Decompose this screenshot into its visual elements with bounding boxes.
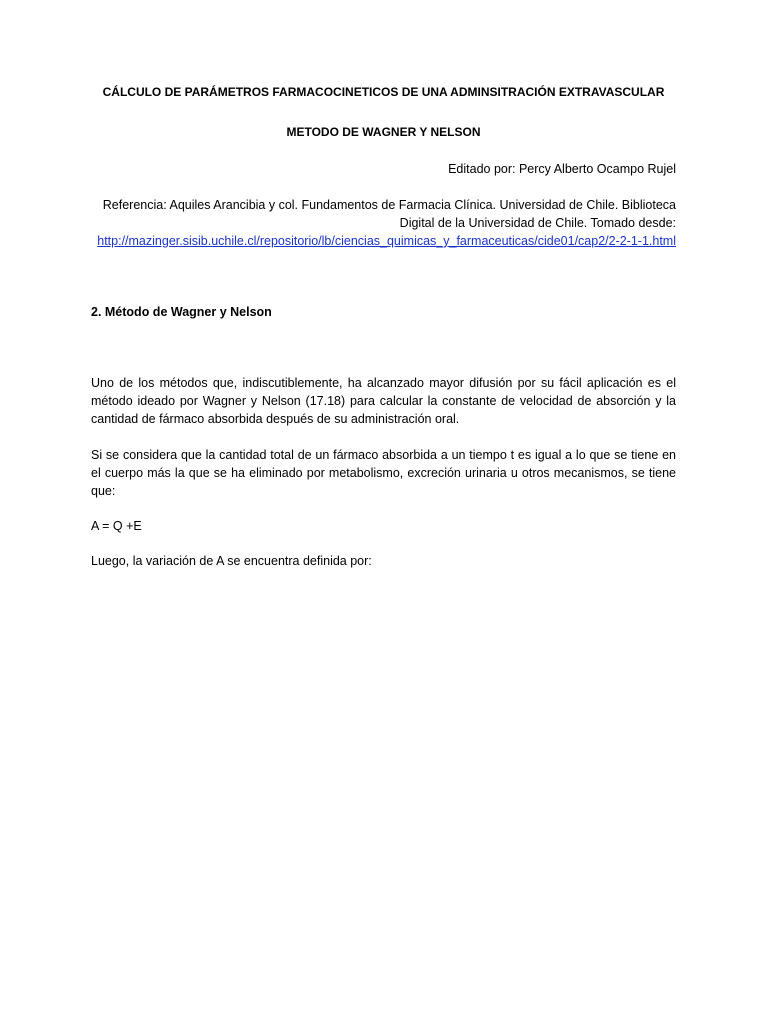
reference-text: Referencia: Aquiles Arancibia y col. Fundamentos de Farmacia Clínica. Universidad de Chile. Biblioteca Digital de la Universidad de Chile. Tomado desde: (102, 198, 676, 230)
editor-line: Editado por: Percy Alberto Ocampo Rujel (448, 162, 676, 176)
section-heading: 2. Método de Wagner y Nelson (91, 305, 272, 319)
document-body (91, 84, 676, 570)
paragraph-definition: Si se considera que la cantidad total de un fármaco absorbida a un tiempo t es igual a lo que se tiene en el cuerpo más la que se ha eliminado por metabolismo, excreción urinaria u otros mecanismos, se tiene que: (91, 448, 676, 498)
reference-link[interactable]: http://mazinger.sisib.uchile.cl/repositorio/lb/ciencias_quimicas_y_farmaceuticas/cide01/cap2/2-2-1-1.html (97, 234, 676, 248)
document-title: CÁLCULO DE PARÁMETROS FARMACOCINETICOS DE UNA ADMINSITRACIÓN EXTRAVASCULAR (102, 85, 665, 99)
paragraph-intro: Uno de los métodos que, indiscutiblemente, ha alcanzado mayor difusión por su fácil aplicación es el método ideado por Wagner y Nelson (17.18) para calcular la constante de velocidad de absorción y la cantidad de fármaco absorbida después de su administración oral. (91, 376, 676, 426)
document-subtitle: METODO DE WAGNER Y NELSON (286, 125, 481, 139)
paragraph-variation: Luego, la variación de A se encuentra definida por: (91, 554, 372, 568)
reference-block (91, 196, 676, 250)
formula-equation: A = Q +E (91, 519, 142, 533)
